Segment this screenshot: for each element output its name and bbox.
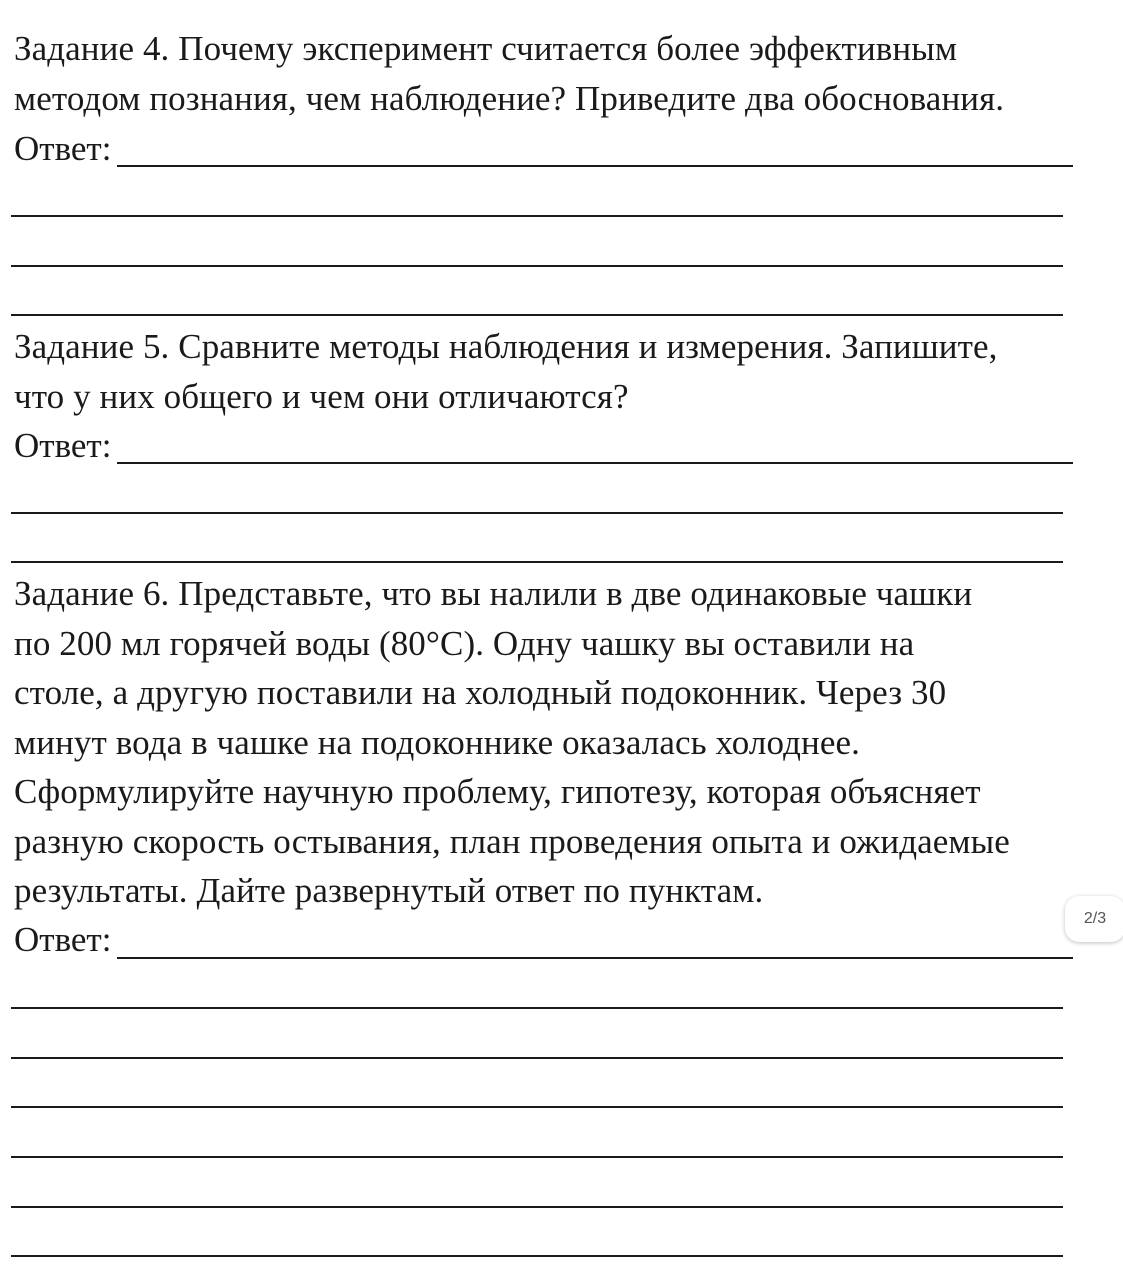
task-4-answer-line-2[interactable] (11, 215, 1063, 217)
task-4-text (14, 24, 1004, 123)
task-6-line-3: столе, а другую поставили на холодный подоконник. Через 30 (14, 673, 947, 712)
task-5-answer-line-2[interactable] (11, 512, 1063, 514)
task-4-answer-line-1[interactable] (117, 165, 1073, 167)
task-6-line-5: Сформулируйте научную проблему, гипотезу, которая объясняет (14, 772, 981, 811)
task-6-line-7: результаты. Дайте развернутый ответ по пунктам. (14, 871, 764, 910)
task-4-answer-line-4[interactable] (11, 314, 1063, 316)
task-6-answer-line-3[interactable] (11, 1057, 1063, 1059)
task-5-line-1: Задание 5. Сравните методы наблюдения и измерения. Запишите, (14, 327, 998, 366)
task-6-text (14, 569, 1010, 916)
task-4-answer-line-3[interactable] (11, 265, 1063, 267)
task-4-line-2: методом познания, чем наблюдение? Приведите два обоснования. (14, 78, 1005, 118)
task-6-line-4: минут вода в чашке на подоконнике оказалась холоднее. (14, 722, 860, 762)
task-5-line-2: что у них общего и чем они отличаются? (14, 376, 629, 416)
task-6-answer-line-7[interactable] (11, 1255, 1063, 1257)
task-5-answer-label: Ответ: (14, 426, 112, 465)
task-6-line-6: разную скорость остывания, план проведения опыта и ожидаемые (14, 821, 1010, 861)
task-6-answer-line-2[interactable] (11, 1007, 1063, 1009)
task-6-line-2: по 200 мл горячей воды (80°С). Одну чашку вы оставили на (14, 623, 915, 663)
task-6-answer-label: Ответ: (14, 920, 112, 959)
task-5-answer-line-1[interactable] (117, 462, 1073, 464)
task-6-answer-line-4[interactable] (11, 1106, 1063, 1108)
page-indicator-badge[interactable]: 2/3 (1065, 896, 1123, 942)
task-6-answer-line-5[interactable] (11, 1156, 1063, 1158)
task-6-answer-line-1[interactable] (117, 957, 1073, 959)
task-5-text (14, 322, 998, 421)
task-6-answer-line-6[interactable] (11, 1206, 1063, 1208)
task-4-answer-label: Ответ: (14, 129, 112, 168)
task-6-line-1: Задание 6. Представьте, что вы налили в две одинаковые чашки (14, 574, 973, 613)
task-5-answer-line-3[interactable] (11, 561, 1063, 563)
task-4-line-1: Задание 4. Почему эксперимент считается более эффективным (14, 29, 958, 68)
